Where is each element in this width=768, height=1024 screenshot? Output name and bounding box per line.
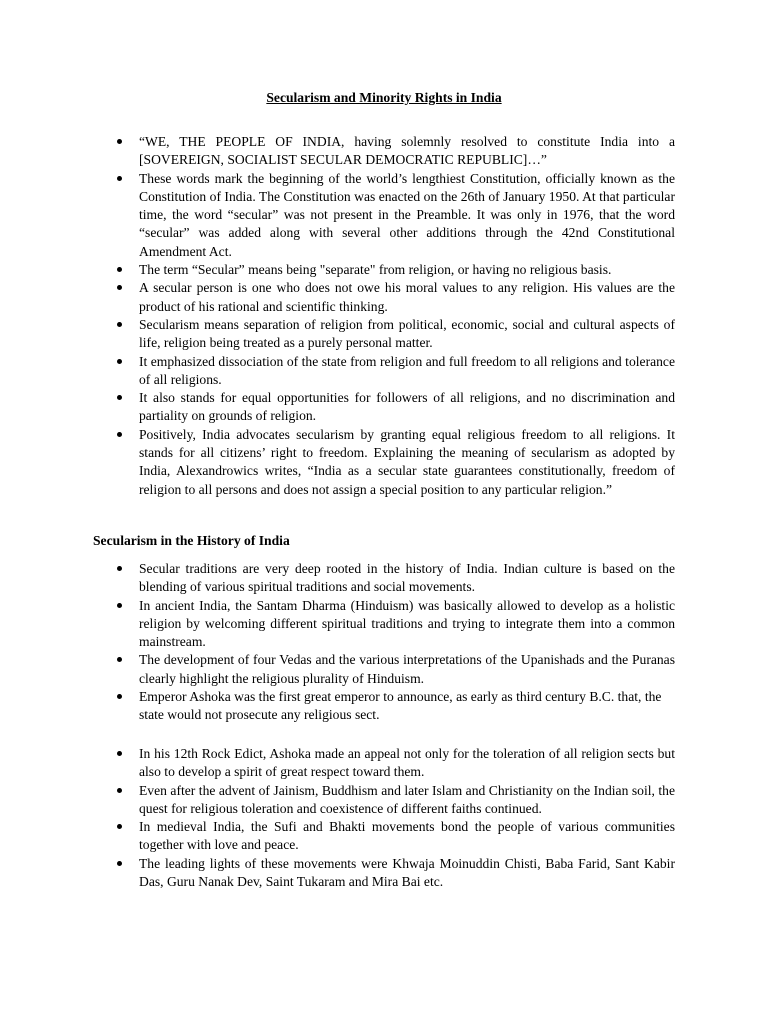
list-item: Secular traditions are very deep rooted in the history of India. Indian culture is based on the blending of various spiritual traditions and social movements. xyxy=(139,560,675,597)
history-bullet-list-continued xyxy=(139,745,675,891)
list-item: The development of four Vedas and the various interpretations of the Upanishads and the Puranas clearly highlight the religious plurality of Hinduism. xyxy=(139,651,675,688)
list-item: Even after the advent of Jainism, Buddhism and later Islam and Christianity on the Indian soil, the quest for religious toleration and coexistence of different faiths continued. xyxy=(139,782,675,819)
list-item: It emphasized dissociation of the state from religion and full freedom to all religions and tolerance of all religions. xyxy=(139,353,675,390)
list-item: “WE, THE PEOPLE OF INDIA, having solemnly resolved to constitute India into a [SOVEREIGN, SOCIALIST SECULAR DEMOCRATIC REPUBLIC]…” xyxy=(139,133,675,170)
list-item: Emperor Ashoka was the first great emperor to announce, as early as third century B.C. that, the state would not prosecute any religious sect. xyxy=(139,688,675,725)
list-item: Positively, India advocates secularism by granting equal religious freedom to all religions. It stands for all citizens’ right to freedom. Explaining the meaning of secularism as adopted by India, Alexandrowics writes, “India as a secular state guarantees constitutionally, freedom of religion to all persons and does not assign a special position to any particular religion.” xyxy=(139,426,675,499)
preamble-bullet-list xyxy=(139,133,675,499)
list-item: In ancient India, the Santam Dharma (Hinduism) was basically allowed to develop as a holistic religion by welcoming different spiritual traditions and trying to integrate them into a common mainstream. xyxy=(139,597,675,652)
document-title: Secularism and Minority Rights in India xyxy=(266,90,502,105)
list-item: It also stands for equal opportunities for followers of all religions, and no discrimination and partiality on grounds of religion. xyxy=(139,389,675,426)
list-item: In his 12th Rock Edict, Ashoka made an appeal not only for the toleration of all religion sects but also to develop a spirit of great respect toward them. xyxy=(139,745,675,782)
list-item: The term “Secular” means being "separate" from religion, or having no religious basis. xyxy=(139,261,675,279)
list-item: These words mark the beginning of the world’s lengthiest Constitution, officially known as the Constitution of India. The Constitution was enacted on the 26th of January 1950. At that particular time, the word “secular” was not present in the Preamble. It was only in 1976, that the word “secular” was added along with several other additions through the 42nd Constitutional Amendment Act. xyxy=(139,170,675,261)
list-item: A secular person is one who does not owe his moral values to any religion. His values are the product of his rational and scientific thinking. xyxy=(139,279,675,316)
history-bullet-list xyxy=(139,560,675,725)
list-item: The leading lights of these movements were Khwaja Moinuddin Chisti, Baba Farid, Sant Kabir Das, Guru Nanak Dev, Saint Tukaram and Mira Bai etc. xyxy=(139,855,675,892)
list-item: Secularism means separation of religion from political, economic, social and cultural aspects of life, religion being treated as a purely personal matter. xyxy=(139,316,675,353)
list-item: In medieval India, the Sufi and Bhakti movements bond the people of various communities together with love and peace. xyxy=(139,818,675,855)
section-heading: Secularism in the History of India xyxy=(93,533,290,548)
